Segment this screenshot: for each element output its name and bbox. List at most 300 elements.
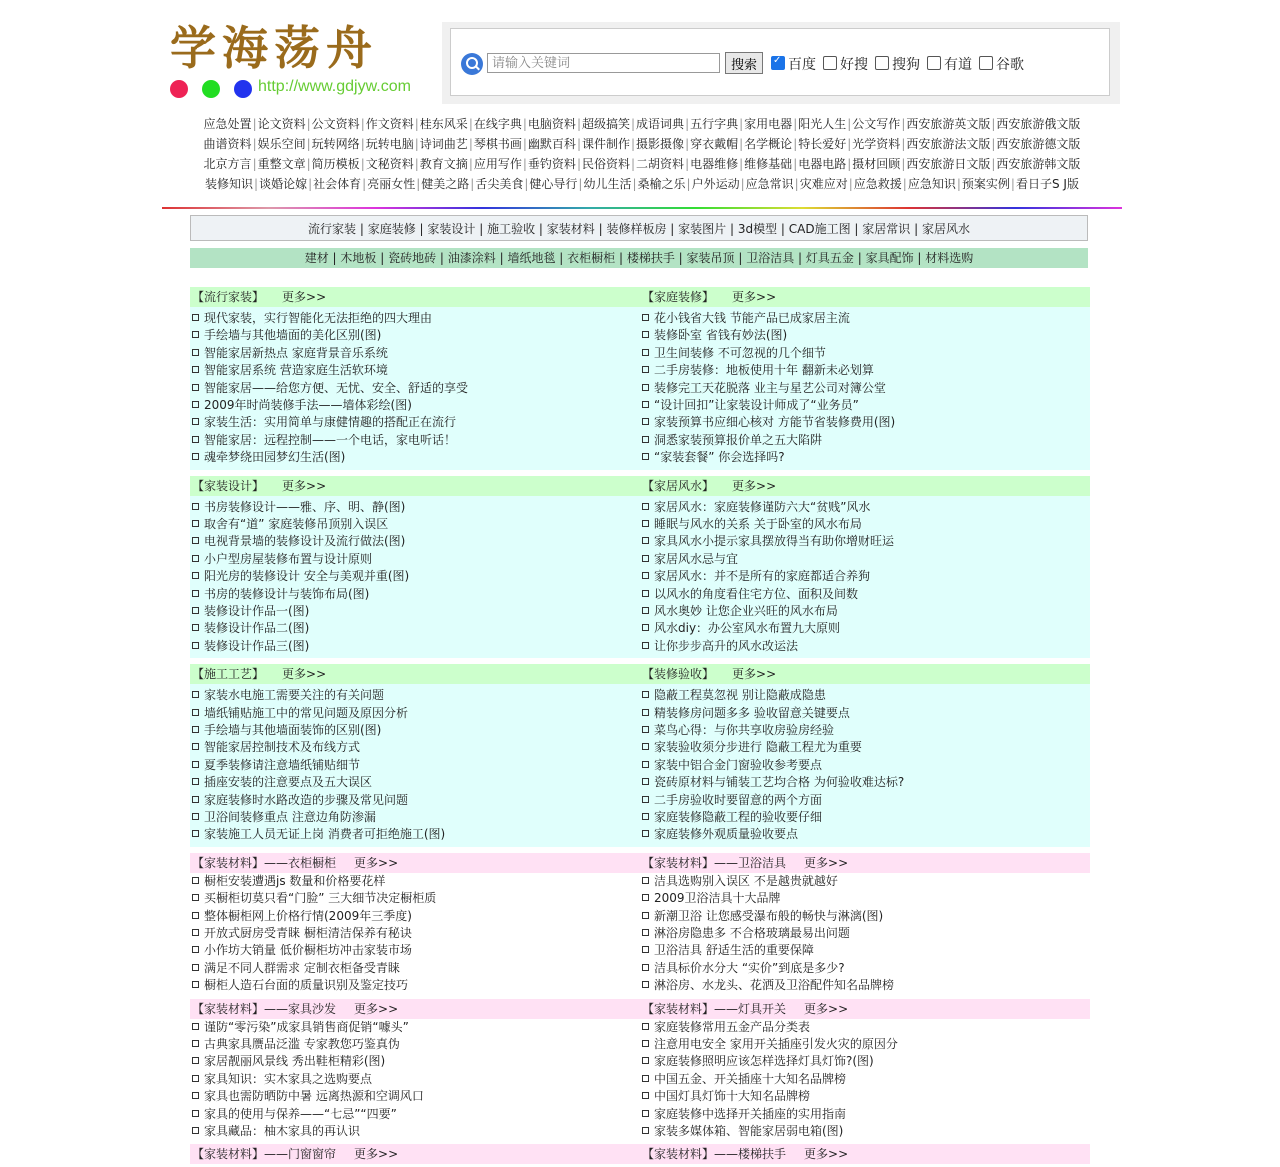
search-input[interactable] [487, 53, 720, 73]
engine-checkbox[interactable] [927, 56, 941, 70]
more-link[interactable]: 更多>> [804, 1147, 849, 1162]
article-item[interactable] [190, 1088, 640, 1105]
category-link[interactable]: 家用电器 [744, 117, 793, 131]
category-link[interactable]: 公文资料 [311, 117, 360, 131]
article-link[interactable]: 精装修房问题多多 验收留意关键要点 [654, 705, 850, 720]
search-button[interactable]: 搜索 [725, 52, 763, 74]
category-link[interactable]: 西安旅游韩文版 [996, 157, 1081, 171]
article-link[interactable]: 书房的装修设计与装饰布局(图) [204, 586, 370, 601]
article-link[interactable]: 家庭装修外观质量验收要点 [654, 827, 799, 842]
bullet-square-icon [642, 1057, 649, 1064]
nav-link[interactable]: 瓷砖地砖 [388, 251, 437, 265]
article-item[interactable] [190, 942, 640, 959]
engine-checkbox[interactable] [823, 56, 837, 70]
engine-option[interactable] [979, 54, 1024, 74]
article-item[interactable] [640, 620, 1090, 637]
article-link[interactable]: 新潮卫浴 让您感受瀑布般的畅快与淋漓(图) [654, 908, 884, 923]
article-link[interactable]: 家庭装修常用五金产品分类表 [654, 1019, 811, 1034]
nav-link[interactable]: 墙纸地毯 [507, 251, 556, 265]
article-link[interactable]: 开放式厨房受青睐 橱柜清洁保养有秘诀 [204, 925, 412, 940]
article-link[interactable]: 风水diy：办公室风水布置九大原则 [654, 621, 841, 636]
article-item[interactable] [190, 1053, 640, 1070]
article-item[interactable] [640, 687, 1090, 704]
category-link[interactable]: 灾难应对 [799, 177, 848, 191]
category-link[interactable]: 论文资料 [257, 117, 306, 131]
article-link[interactable]: 家庭装修照明应该怎样选择灯具灯饰?(图) [654, 1054, 874, 1069]
article-item[interactable] [190, 739, 640, 756]
separator: | [631, 137, 636, 151]
article-link[interactable]: “设计回扣”让家装设计师成了“业务员” [654, 397, 859, 412]
more-link[interactable]: 更多>> [354, 1001, 399, 1016]
category-link[interactable]: 娱乐空间 [257, 137, 306, 151]
nav-link[interactable]: 油漆涂料 [447, 251, 496, 265]
more-link[interactable]: 更多>> [732, 478, 777, 493]
article-item[interactable] [190, 1106, 640, 1123]
category-link[interactable]: 摄材回顾 [852, 157, 901, 171]
article-item[interactable] [190, 499, 640, 516]
article-item[interactable] [190, 792, 640, 809]
article-item[interactable] [190, 586, 640, 603]
more-link[interactable]: 更多>> [804, 1001, 849, 1016]
section-title[interactable]: 【流行家装】 [192, 290, 265, 304]
article-link[interactable]: 让你步步高升的风水改运法 [654, 638, 799, 653]
article-item[interactable] [640, 638, 1090, 655]
article-item[interactable] [190, 757, 640, 774]
category-link[interactable]: 应急常识 [745, 177, 794, 191]
more-link[interactable]: 更多>> [732, 667, 777, 682]
category-link[interactable]: 西安旅游法文版 [906, 137, 991, 151]
nav-link[interactable]: 施工验收 [487, 222, 536, 236]
article-link[interactable]: 满足不同人群需求 定制衣柜备受青睐 [204, 960, 400, 975]
section-title[interactable]: 【家居风水】 [642, 478, 715, 493]
article-link[interactable]: 中国五金、开关插座十大知名品牌榜 [654, 1071, 847, 1086]
article-link[interactable]: 装修完工天花脱落 业主与星艺公司对簿公堂 [654, 380, 886, 395]
article-link[interactable]: 家具也需防晒防中暑 远离热源和空调风口 [204, 1089, 424, 1104]
article-link[interactable]: 墙纸铺贴施工中的常见问题及原因分析 [204, 705, 409, 720]
article-item[interactable] [190, 908, 640, 925]
article-item[interactable] [640, 1106, 1090, 1123]
article-item[interactable] [640, 774, 1090, 791]
engine-option[interactable] [927, 54, 972, 74]
separator: | [360, 117, 365, 131]
nav-link[interactable]: 3d模型 [737, 222, 778, 236]
article-link[interactable]: 家庭装修隐蔽工程的验收要仔细 [654, 809, 823, 824]
bullet-square-icon [192, 331, 199, 338]
article-item[interactable] [190, 722, 640, 739]
article-link[interactable]: 洁具选购别入误区 不是越贵就越好 [654, 873, 838, 888]
article-link[interactable]: 洁具标价水分大 “实价”到底是多少? [654, 960, 845, 975]
category-link[interactable]: 应用写作 [473, 157, 522, 171]
article-link[interactable]: 橱柜安装遭遇js 数量和价格要花样 [204, 873, 386, 888]
article-item[interactable] [640, 603, 1090, 620]
article-list [190, 310, 640, 467]
article-item[interactable] [640, 516, 1090, 533]
article-item[interactable] [640, 739, 1090, 756]
article-item[interactable] [190, 432, 640, 449]
article-item[interactable] [190, 809, 640, 826]
article-link[interactable]: 家具藏品：柚木家具的再认识 [204, 1123, 361, 1138]
article-item[interactable] [640, 792, 1090, 809]
article-link[interactable]: 家居靓丽风景线 秀出鞋柜精彩(图) [204, 1054, 386, 1069]
category-link[interactable]: 健美之路 [421, 177, 470, 191]
article-item[interactable] [190, 362, 640, 379]
article-link[interactable]: 家装生活：实用简单与康健情趣的搭配正在流行 [204, 415, 457, 430]
article-item[interactable] [190, 310, 640, 327]
nav-link[interactable]: 流行家装 [308, 222, 357, 236]
category-link[interactable]: 名学概论 [744, 137, 793, 151]
article-item[interactable] [190, 551, 640, 568]
article-link[interactable]: “家装套餐” 你会选择吗? [654, 450, 785, 465]
category-link[interactable]: 谈婚论嫁 [259, 177, 308, 191]
article-link[interactable]: 2009卫浴洁具十大品牌 [654, 891, 781, 906]
category-link[interactable]: 维修基础 [744, 157, 793, 171]
category-link[interactable]: 看日子S J版 [1015, 177, 1079, 191]
article-item[interactable] [190, 620, 640, 637]
article-item[interactable] [640, 327, 1090, 344]
article-link[interactable]: 家装施工人员无证上岗 消费者可拒绝施工(图) [204, 827, 446, 842]
article-item[interactable] [190, 873, 640, 890]
article-link[interactable]: 卫生间装修 不可忽视的几个细节 [654, 345, 826, 360]
article-item[interactable] [190, 568, 640, 585]
article-link[interactable]: 装修设计作品二(图) [204, 621, 310, 636]
category-link[interactable]: 西安旅游俄文版 [996, 117, 1081, 131]
article-link[interactable]: 取舍有“道” 家庭装修吊顶别入误区 [204, 516, 389, 531]
category-link[interactable]: 曲谱资料 [203, 137, 252, 151]
section-title[interactable]: 【家装材料】——家具沙发 [192, 1001, 337, 1016]
article-item[interactable] [190, 890, 640, 907]
category-link[interactable]: 装修知识 [205, 177, 254, 191]
engine-option[interactable] [771, 54, 816, 74]
article-link[interactable]: 古典家具赝品泛滥 专家教您巧鉴真伪 [204, 1036, 400, 1051]
category-link[interactable]: 五行字典 [690, 117, 739, 131]
article-item[interactable] [190, 705, 640, 722]
category-link[interactable]: 光学资料 [852, 137, 901, 151]
article-link[interactable]: 小户型房屋装修布置与设计原则 [204, 551, 373, 566]
bullet-square-icon [192, 607, 199, 614]
nav-link[interactable]: 材料选购 [925, 251, 974, 265]
article-link[interactable]: 中国灯具灯饰十大知名品牌榜 [654, 1089, 811, 1104]
article-item[interactable] [640, 1071, 1090, 1088]
category-link[interactable]: 应急救援 [853, 177, 902, 191]
article-item[interactable] [190, 327, 640, 344]
article-link[interactable]: 夏季装修请注意墙纸铺贴细节 [204, 757, 361, 772]
separator: | [734, 251, 747, 265]
article-item[interactable] [640, 942, 1090, 959]
bullet-square-icon [192, 537, 199, 544]
article-item[interactable] [190, 414, 640, 431]
article-item[interactable] [190, 1036, 640, 1053]
article-item[interactable] [640, 568, 1090, 585]
article-link[interactable]: 电视背景墙的装修设计及流行做法(图) [204, 534, 406, 549]
article-item[interactable] [640, 1088, 1090, 1105]
article-link[interactable]: 隐蔽工程莫忽视 别让隐蔽成隐患 [654, 688, 826, 703]
section-title[interactable]: 【家装设计】 [192, 478, 265, 493]
article-link[interactable]: 2009年时尚装修手法——墙体彩绘(图) [204, 397, 412, 412]
nav-link[interactable]: 楼梯扶手 [626, 251, 675, 265]
article-item[interactable] [640, 499, 1090, 516]
article-item[interactable] [640, 705, 1090, 722]
article-link[interactable]: 谨防“零污染”成家具销售商促销“噱头” [204, 1019, 409, 1034]
section-title[interactable]: 【家装材料】——门窗窗帘 [192, 1147, 337, 1162]
article-link[interactable]: 家装预算书应细心核对 方能节省装修费用(图) [654, 415, 896, 430]
article-link[interactable]: 家居风水忌与宜 [654, 551, 739, 566]
article-item[interactable] [190, 1019, 640, 1036]
more-link[interactable]: 更多>> [282, 667, 327, 682]
category-link[interactable]: 健心导行 [529, 177, 578, 191]
article-item[interactable] [640, 432, 1090, 449]
separator: | [685, 137, 690, 151]
section-title[interactable]: 【施工工艺】 [192, 667, 265, 682]
category-link[interactable]: 公文写作 [852, 117, 901, 131]
category-link[interactable]: 预案实例 [961, 177, 1010, 191]
article-item[interactable] [640, 1053, 1090, 1070]
nav-link[interactable]: 家装图片 [678, 222, 727, 236]
article-item[interactable] [640, 310, 1090, 327]
article-link[interactable]: 洞悉家装预算报价单之五大陷阱 [654, 432, 823, 447]
article-item[interactable] [640, 757, 1090, 774]
section-title[interactable]: 【家装材料】——卫浴洁具 [642, 855, 787, 870]
category-link[interactable]: 舌尖美食 [475, 177, 524, 191]
article-link[interactable]: 家居风水：家庭装修谨防六大“贫贱”风水 [654, 499, 871, 514]
more-link[interactable]: 更多>> [282, 290, 327, 304]
category-link[interactable]: 作文资料 [365, 117, 414, 131]
article-item[interactable] [190, 774, 640, 791]
article-link[interactable]: 家具知识：实木家具之选购要点 [204, 1071, 373, 1086]
article-link[interactable]: 花小钱省大钱 节能产品已成家居主流 [654, 311, 850, 325]
article-link[interactable]: 现代家装，实行智能化无法拒绝的四大理由 [204, 311, 433, 325]
category-link[interactable]: 玩转网络 [311, 137, 360, 151]
nav-link[interactable]: 家居常识 [862, 222, 911, 236]
article-link[interactable]: 卫浴间装修重点 注意边角防渗漏 [204, 809, 376, 824]
article-link[interactable]: 手绘墙与其他墙面装饰的区别(图) [204, 722, 382, 737]
category-link[interactable]: 民俗资料 [581, 157, 630, 171]
section-title[interactable]: 【装修验收】 [642, 667, 715, 682]
category-link[interactable]: 北京方言 [203, 157, 252, 171]
category-link[interactable]: 电脑资料 [527, 117, 576, 131]
article-item[interactable] [190, 687, 640, 704]
category-link[interactable]: 桑榆之乐 [637, 177, 686, 191]
article-link[interactable]: 家具风水小提示家具摆放得当有助你增财旺运 [654, 534, 895, 549]
category-link[interactable]: 课件制作 [581, 137, 630, 151]
section-title[interactable]: 【家装材料】——灯具开关 [642, 1001, 787, 1016]
article-link[interactable]: 淋浴房、水龙头、花洒及卫浴配件知名品牌榜 [654, 978, 895, 993]
engine-checkbox[interactable] [875, 56, 889, 70]
category-link[interactable]: 阳光人生 [798, 117, 847, 131]
nav-link[interactable]: 家装吊顶 [686, 251, 735, 265]
separator: | [414, 157, 419, 171]
article-item[interactable] [640, 925, 1090, 942]
article-item[interactable] [640, 826, 1090, 843]
bullet-square-icon [192, 384, 199, 391]
article-link[interactable]: 家居风水：并不是所有的家庭都适合养狗 [654, 569, 871, 584]
article-link[interactable]: 家装水电施工需要关注的有关问题 [204, 688, 385, 703]
article-item[interactable] [640, 890, 1090, 907]
article-item[interactable] [190, 1071, 640, 1088]
engine-checkbox[interactable] [771, 56, 785, 70]
article-link[interactable]: 智能家居——给您方便、无忧、安全、舒适的享受 [204, 380, 469, 395]
category-link[interactable]: 二胡资料 [636, 157, 685, 171]
article-link[interactable]: 装修设计作品三(图) [204, 638, 310, 653]
article-item[interactable] [190, 603, 640, 620]
section-title[interactable]: 【家装材料】——楼梯扶手 [642, 1147, 787, 1162]
article-item[interactable] [640, 380, 1090, 397]
section-title[interactable]: 【家庭装修】 [642, 290, 715, 304]
article-item[interactable] [190, 449, 640, 466]
category-link[interactable]: 简历模板 [311, 157, 360, 171]
engine-checkbox[interactable] [979, 56, 993, 70]
nav-link[interactable]: 卫浴洁具 [746, 251, 795, 265]
article-item[interactable] [640, 397, 1090, 414]
article-item[interactable] [190, 397, 640, 414]
article-link[interactable]: 装修设计作品一(图) [204, 603, 310, 618]
article-link[interactable]: 睡眠与风水的关系 关于卧室的风水布局 [654, 516, 862, 531]
article-link[interactable]: 书房装修设计——雅、序、明、静(图) [204, 499, 406, 514]
article-item[interactable] [190, 960, 640, 977]
article-item[interactable] [640, 977, 1090, 994]
article-item[interactable] [640, 533, 1090, 550]
article-item[interactable] [640, 1036, 1090, 1053]
article-item[interactable] [640, 362, 1090, 379]
article-item[interactable] [190, 826, 640, 843]
article-link[interactable]: 淋浴房隐患多 不合格玻璃最易出问题 [654, 925, 850, 940]
article-link[interactable]: 魂牵梦绕田园梦幻生活(图) [204, 450, 346, 465]
category-link[interactable]: 应急处置 [203, 117, 252, 131]
article-item[interactable] [190, 380, 640, 397]
article-link[interactable]: 智能家居系统 营造家庭生活软环境 [204, 363, 388, 378]
nav-link[interactable]: 建材 [304, 251, 329, 265]
category-link[interactable]: 电器电路 [798, 157, 847, 171]
article-link[interactable]: 阳光房的装修设计 安全与美观并重(图) [204, 569, 410, 584]
article-link[interactable]: 风水奥妙 让您企业兴旺的风水布局 [654, 603, 838, 618]
article-link[interactable]: 智能家居：远程控制——一个电话，家电听话！ [204, 432, 457, 447]
category-link[interactable]: 户外运动 [691, 177, 740, 191]
article-item[interactable] [640, 908, 1090, 925]
category-link[interactable]: 西安旅游德文版 [996, 137, 1081, 151]
article-item[interactable] [190, 925, 640, 942]
bullet-square-icon [642, 401, 649, 408]
article-item[interactable] [640, 873, 1090, 890]
article-link[interactable]: 整体橱柜网上价格行情(2009年三季度) [204, 908, 412, 923]
article-item[interactable] [640, 551, 1090, 568]
article-link[interactable]: 二手房装修：地板使用十年 翻新未必划算 [654, 363, 874, 378]
nav-link[interactable]: 灯具五金 [805, 251, 854, 265]
category-link[interactable]: 应急知识 [907, 177, 956, 191]
nav-link[interactable]: 家装设计 [427, 222, 476, 236]
section-header [640, 853, 1090, 873]
category-link[interactable]: 琴棋书画 [473, 137, 522, 151]
nav-link[interactable]: 家居风水 [921, 222, 970, 236]
nav-link[interactable]: CAD施工图 [788, 222, 851, 236]
more-link[interactable]: 更多>> [732, 290, 777, 304]
category-link[interactable]: 教育文摘 [419, 157, 468, 171]
category-link[interactable]: 穿衣戴帽 [690, 137, 739, 151]
article-item[interactable] [640, 1123, 1090, 1140]
nav-link[interactable]: 木地板 [340, 251, 377, 265]
category-link[interactable]: 超级搞笑 [581, 117, 630, 131]
category-link[interactable]: 幼儿生活 [583, 177, 632, 191]
more-link[interactable]: 更多>> [804, 855, 849, 870]
article-link[interactable]: 以风水的角度看住宅方位、面积及间数 [654, 586, 859, 601]
article-item[interactable] [640, 809, 1090, 826]
article-item[interactable] [190, 638, 640, 655]
article-link[interactable]: 二手房验收时要留意的两个方面 [654, 792, 823, 807]
nav-link[interactable]: 家装材料 [546, 222, 595, 236]
category-link[interactable]: 文秘资料 [365, 157, 414, 171]
article-item[interactable] [190, 516, 640, 533]
article-item[interactable] [190, 345, 640, 362]
article-link[interactable]: 插座安装的注意要点及五大误区 [204, 775, 373, 790]
article-link[interactable]: 卫浴洁具 舒适生活的重要保障 [654, 943, 814, 958]
category-link[interactable]: 玩转电脑 [365, 137, 414, 151]
article-item[interactable] [190, 533, 640, 550]
article-item[interactable] [640, 1019, 1090, 1036]
article-item[interactable] [640, 586, 1090, 603]
nav-link[interactable]: 家庭装修 [367, 222, 416, 236]
article-item[interactable] [640, 960, 1090, 977]
article-link[interactable]: 手绘墙与其他墙面的美化区别(图) [204, 328, 382, 343]
engine-option[interactable] [823, 54, 868, 74]
category-link[interactable]: 桂东风采 [419, 117, 468, 131]
category-link[interactable]: 社会体育 [313, 177, 362, 191]
article-item[interactable] [190, 1123, 640, 1140]
article-link[interactable]: 买橱柜切莫只看“门脸” 三大细节决定橱柜质 [204, 891, 437, 906]
site-logo[interactable] [170, 18, 440, 103]
category-link[interactable]: 诗词曲艺 [419, 137, 468, 151]
article-item[interactable] [640, 722, 1090, 739]
article-link[interactable]: 小作坊大销量 低价橱柜坊冲击家装市场 [204, 943, 412, 958]
more-link[interactable]: 更多>> [354, 1147, 399, 1162]
category-link[interactable]: 幽默百科 [527, 137, 576, 151]
article-item[interactable] [640, 345, 1090, 362]
article-link[interactable]: 智能家居新热点 家庭背景音乐系统 [204, 345, 388, 360]
article-link[interactable]: 装修卧室 省钱有妙法(图) [654, 328, 788, 343]
category-link[interactable]: 电器维修 [690, 157, 739, 171]
category-link[interactable]: 重整文章 [257, 157, 306, 171]
article-link[interactable]: 家庭装修中选择开关插座的实用指南 [654, 1106, 847, 1121]
article-link[interactable]: 菜鸟心得：与你共享收房验房经验 [654, 722, 835, 737]
article-link[interactable]: 家庭装修时水路改造的步骤及常见问题 [204, 792, 409, 807]
nav-link[interactable]: 装修样板房 [606, 222, 667, 236]
more-link[interactable]: 更多>> [282, 478, 327, 493]
article-item[interactable] [640, 414, 1090, 431]
more-link[interactable]: 更多>> [354, 855, 399, 870]
logo-url[interactable]: http://www.gdjyw.com [258, 78, 411, 95]
engine-option[interactable] [875, 54, 920, 74]
category-link[interactable]: 成语词典 [636, 117, 685, 131]
category-link[interactable]: 西安旅游日文版 [906, 157, 991, 171]
category-link[interactable]: 亮丽女性 [367, 177, 416, 191]
article-link[interactable]: 注意用电安全 家用开关插座引发火灾的原因分 [654, 1036, 898, 1051]
article-link[interactable]: 橱柜人造石台面的质量识别及鉴定技巧 [204, 978, 409, 993]
article-item[interactable] [190, 977, 640, 994]
article-link[interactable]: 家具的使用与保养——“七忌”“四要” [204, 1106, 397, 1121]
section-title[interactable]: 【家装材料】——衣柜橱柜 [192, 855, 337, 870]
category-link[interactable]: 摄影摄像 [636, 137, 685, 151]
article-link[interactable]: 家装多媒体箱、智能家居弱电箱(图) [654, 1123, 844, 1138]
nav-link[interactable]: 衣柜橱柜 [567, 251, 616, 265]
article-link[interactable]: 瓷砖原材料与铺装工艺均合格 为何验收难达标? [654, 775, 905, 790]
article-link[interactable]: 家装中铝合金门窗验收参考要点 [654, 757, 823, 772]
separator: | [739, 157, 744, 171]
article-link[interactable]: 家装验收须分步进行 隐蔽工程尤为重要 [654, 740, 862, 755]
article-link[interactable]: 智能家居控制技术及布线方式 [204, 740, 361, 755]
category-link[interactable]: 在线字典 [473, 117, 522, 131]
article-item[interactable] [640, 449, 1090, 466]
category-link[interactable]: 西安旅游英文版 [906, 117, 991, 131]
nav-link[interactable]: 家具配饰 [865, 251, 914, 265]
category-link[interactable]: 特长爱好 [798, 137, 847, 151]
category-link[interactable]: 垂钓资料 [527, 157, 576, 171]
